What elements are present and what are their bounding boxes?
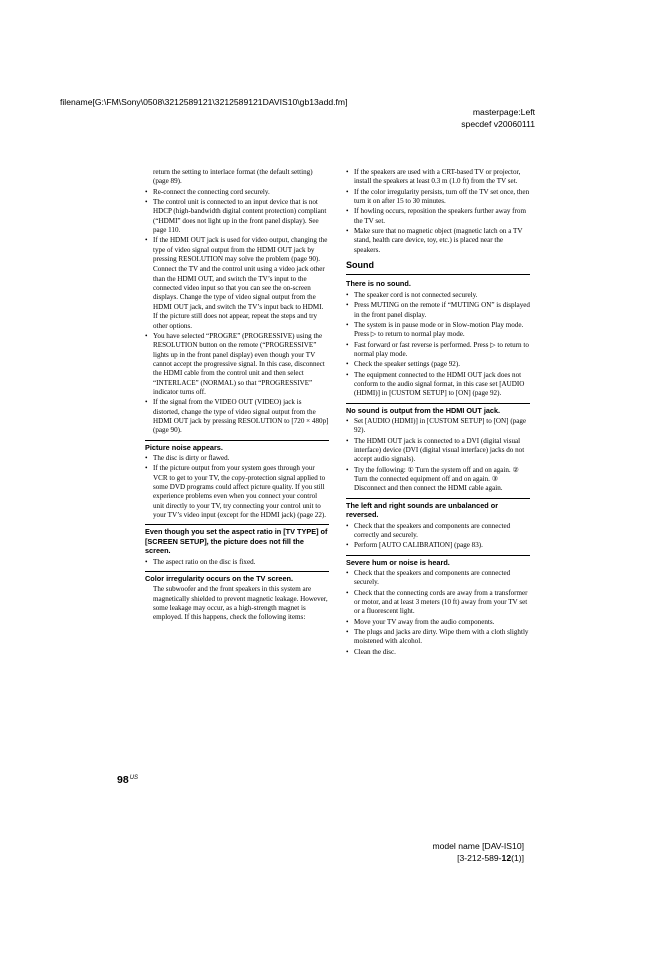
bullet-item: • If the signal from the VIDEO OUT (VIDEO) jack is distorted, change the type of video signal output from the HDMI OUT jack by pressing RESOLUTION to [720 × 480p] (page 90). bbox=[145, 398, 329, 435]
subheading: Severe hum or noise is heard. bbox=[346, 555, 530, 567]
bullet-item: • The disc is dirty or flawed. bbox=[145, 454, 329, 463]
subheading: Picture noise appears. bbox=[145, 440, 329, 452]
filename-header: filename[G:\FM\Sony\0508\3212589121\3212589121DAVIS10\gb13add.fm] bbox=[60, 97, 348, 107]
bullet-item: • If the HDMI OUT jack is used for video output, changing the type of video signal output from the HDMI OUT jack by pressing RESOLUTION may solve the problem (page 90). bbox=[145, 236, 329, 264]
bullet-item: • If the picture output from your system goes through your VCR to get to your TV, the copy-protection signal applied to some DVD programs could affect picture quality. If you still experience problems even when you connect your control unit directly to your TV, try connecting your control unit to your TV’s video input (except for the HDMI jack) (page 22). bbox=[145, 464, 329, 520]
part-number bbox=[432, 852, 524, 864]
subheading: There is no sound. bbox=[346, 279, 411, 289]
page-number-region: US bbox=[129, 775, 139, 781]
bullet-item: • The system is in pause mode or in Slow-motion Play mode. Press ▷ to return to normal play mode. bbox=[346, 321, 530, 340]
bullet-item: • If the speakers are used with a CRT-based TV or projector, install the speakers at least 0.3 m (1.0 ft) from the TV set. bbox=[346, 168, 530, 187]
bullet-item: • Check the speaker settings (page 92). bbox=[346, 360, 530, 369]
bullet-item: • Set [AUDIO (HDMI)] in [CUSTOM SETUP] to [ON] (page 92). bbox=[346, 417, 530, 436]
bullet-item: • The control unit is connected to an input device that is not HDCP (high-bandwidth digital content protection) compliant (“HDMI” does not light up in the front panel display). See page 110. bbox=[145, 198, 329, 235]
bullet-item: • Check that the speakers and components are connected securely. bbox=[346, 569, 530, 588]
bullet-item: • The plugs and jacks are dirty. Wipe them with a cloth slightly moistened with alcohol. bbox=[346, 628, 530, 647]
right-column bbox=[346, 168, 530, 658]
bullet-item: • Perform [AUTO CALIBRATION] (page 83). bbox=[346, 541, 530, 550]
section-heading: Sound bbox=[346, 261, 530, 275]
bullet-item: • Press MUTING on the remote if “MUTING ON” is displayed in the front panel display. bbox=[346, 301, 530, 320]
subheading: Even though you set the aspect ratio in [TV TYPE] of [SCREEN SETUP], the picture does not fill the screen. bbox=[145, 524, 329, 555]
left-column bbox=[145, 168, 329, 624]
part-number-suffix: (1)] bbox=[511, 853, 524, 864]
specdef-label: specdef v20060111 bbox=[461, 119, 535, 130]
bullet-item: • The HDMI OUT jack is connected to a DVI (digital visual interface) device (DVI (digital visual interface) jacks do not accept audio signals). bbox=[346, 437, 530, 465]
subheading: Color irregularity occurs on the TV screen. bbox=[145, 571, 329, 583]
bullet-item: • The speaker cord is not connected securely. bbox=[346, 291, 530, 300]
bullet-item: • Re-connect the connecting cord securely. bbox=[145, 188, 329, 197]
bullet-item: • Make sure that no magnetic object (magnetic latch on a TV stand, health care device, toy, etc.) is placed near the speakers. bbox=[346, 227, 530, 255]
bullet-item: • If the color irregularity persists, turn off the TV set once, then turn it on after 15 to 30 minutes. bbox=[346, 188, 530, 207]
model-name: model name [DAV-IS10] bbox=[432, 841, 524, 851]
bullet-item: • Check that the speakers and components are connected correctly and securely. bbox=[346, 522, 530, 541]
paragraph: The subwoofer and the front speakers in this system are magnetically shielded to prevent magnetic leakage. However, some leakage may occur, as a high-strength magnet is employed. If this happens, check the following items: bbox=[153, 585, 328, 622]
bullet-item: • The equipment connected to the HDMI OUT jack does not conform to the audio signal format, in this case set [AUDIO (HDMI)] in [CUSTOM SETUP] to [ON] (page 92). bbox=[346, 371, 530, 399]
part-number-edition: 12 bbox=[501, 853, 512, 864]
bullet-item: • Clean the disc. bbox=[346, 648, 530, 657]
masterpage-label: masterpage:Left bbox=[472, 107, 535, 117]
footer-model bbox=[432, 840, 524, 865]
bullet-item: • The aspect ratio on the disc is fixed. bbox=[145, 558, 329, 567]
bullet-item: • You have selected “PROGRE” (PROGRESSIVE) using the RESOLUTION button on the remote (“PROGRESSIVE” lights up in the front panel display) even though your TV cannot accept the progressive signal. In this case, disconnect the HDMI cable from the control unit and then select “INTERLACE” (NORMAL) so that “PROGRESSIVE” indicator turns off. bbox=[145, 332, 329, 397]
page-number-value: 98 bbox=[117, 774, 129, 786]
subheading: The left and right sounds are unbalanced or reversed. bbox=[346, 498, 530, 520]
part-number-prefix: [3-212-589- bbox=[457, 853, 502, 864]
paragraph: return the setting to interlace format (the default setting) (page 89). bbox=[153, 168, 313, 186]
bullet-item: • Move your TV away from the audio components. bbox=[346, 618, 530, 627]
bullet-item: • If howling occurs, reposition the speakers further away from the TV set. bbox=[346, 207, 530, 226]
paragraph: Connect the TV and the control unit using a video jack other than the HDMI OUT, and switch the TV’s input to the connected video input so that you can see the on-screen displays. Change the type of video signal output from the HDMI OUT jack, and switch the TV’s input back to HDMI. If the picture still does not appear, repeat the steps and try other options. bbox=[153, 265, 325, 330]
bullet-item: • Try the following: ① Turn the system off and on again. ② Turn the connected equipment off and on again. ③ Disconnect and then connect the HDMI cable again. bbox=[346, 466, 530, 494]
page-number bbox=[117, 774, 138, 786]
subheading: No sound is output from the HDMI OUT jack. bbox=[346, 403, 530, 415]
bullet-item: • Fast forward or fast reverse is performed. Press ▷ to return to normal play mode. bbox=[346, 341, 530, 360]
masterpage-header bbox=[461, 106, 535, 131]
bullet-item: • Check that the connecting cords are away from a transformer or motor, and at least 3 meters (10 ft) away from your TV set or a fluorescent light. bbox=[346, 589, 530, 617]
